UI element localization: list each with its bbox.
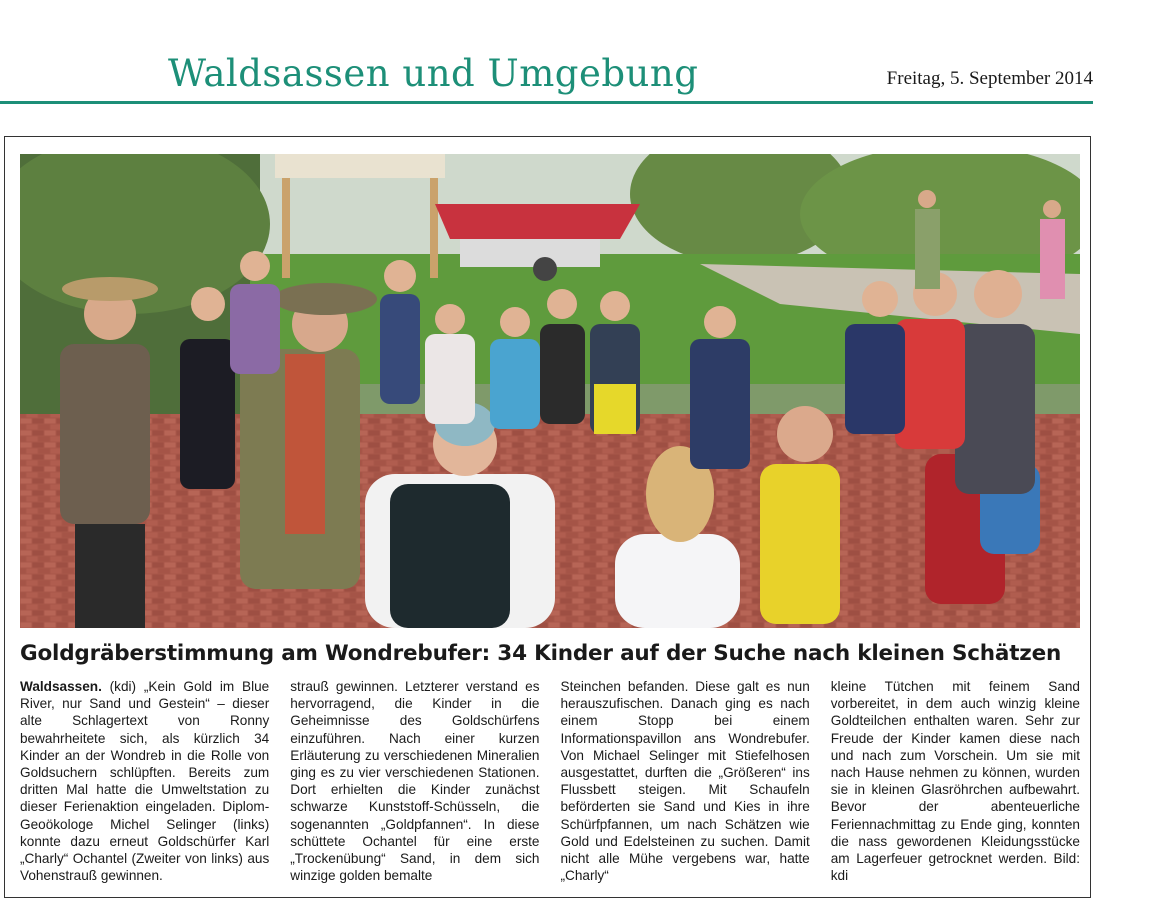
article-column-4	[831, 678, 1080, 888]
article-column-1	[20, 678, 269, 888]
article-photo	[20, 154, 1080, 628]
page-header	[0, 52, 1093, 104]
article-column-3	[561, 678, 810, 888]
article-body	[20, 678, 1080, 888]
photo-illustration	[20, 154, 1080, 628]
column-2-text: strauß gewinnen. Letzterer verstand es hervorragend, die Kinder in die Geheimnisse des Goldschürfens einzuführen. Nach einer kurzen Erläuterung zu verschiedenen Mineralien ging es zu vier verschiedenen Stationen. Dort erhielten die Kinder zunächst schwarze Kunststoff-Schüsseln, die sogenannten „Goldpfannen“. In diese schüttete Ochantel für eine erste „Trockenübung“ Sand, in dem sich winzige golden bemalte	[290, 679, 540, 884]
article-column-2	[290, 678, 539, 888]
section-title: Waldsassen und Umgebung	[168, 52, 699, 95]
article	[4, 136, 1091, 898]
dateline: Waldsassen.	[20, 679, 102, 694]
column-3-text: Steinchen befanden. Diese galt es nun herauszufischen. Danach ging es nach einem Stopp bei einem Informationspavillon ans Wondrebufer. Von Michael Selinger mit Stiefelhosen ausgestattet, durften die „Größeren“ ins Flussbett steigen. Mit Schaufeln beförderten sie Sand und Kies in ihre Schürfpfannen, um nach Schätzen wie Gold und Edelsteinen zu suchen. Damit nicht alle Mühe vergebens war, hatte „Charly“	[560, 679, 810, 884]
column-4-text: kleine Tütchen mit feinem Sand vorbereitet, in dem auch winzig kleine Goldteilchen enthalten waren. Sehr zur Freude der Kinder kamen diese nach und nach zum Vorschein. Um sie mit nach Hause nehmen zu können, wurden sie in kleinen Glasröhrchen aufbewahrt. Bevor der abenteuerliche Feriennachmittag zu Ende ging, konnten die nass gewordenen Kleidungsstücke am Lagerfeuer getrocknet werden. Bild: kdi	[830, 679, 1080, 884]
article-headline: Goldgräberstimmung am Wondrebufer: 34 Kinder auf der Suche nach kleinen Schätzen	[20, 641, 1062, 666]
issue-date: Freitag, 5. September 2014	[886, 68, 1093, 89]
header-rule	[0, 101, 1093, 104]
column-1-text: (kdi) „Kein Gold im Blue River, nur Sand und Gestein“ – dieser alte Schlagertext von Ronny bewahrheitete sich, als kürzlich 34 Kinder an der Wondreb in die Rolle von Goldsuchern schlüpften. Bereits zum dritten Mal hatte die Umweltstation zu dieser Ferienaktion eingeladen. Diplom-Geoökologe Michel Selinger (links) konnte dazu erneut Goldschürfer Karl „Charly“ Ochantel (Zweiter von links) aus Vohenstrauß gewinnen.	[20, 679, 270, 884]
